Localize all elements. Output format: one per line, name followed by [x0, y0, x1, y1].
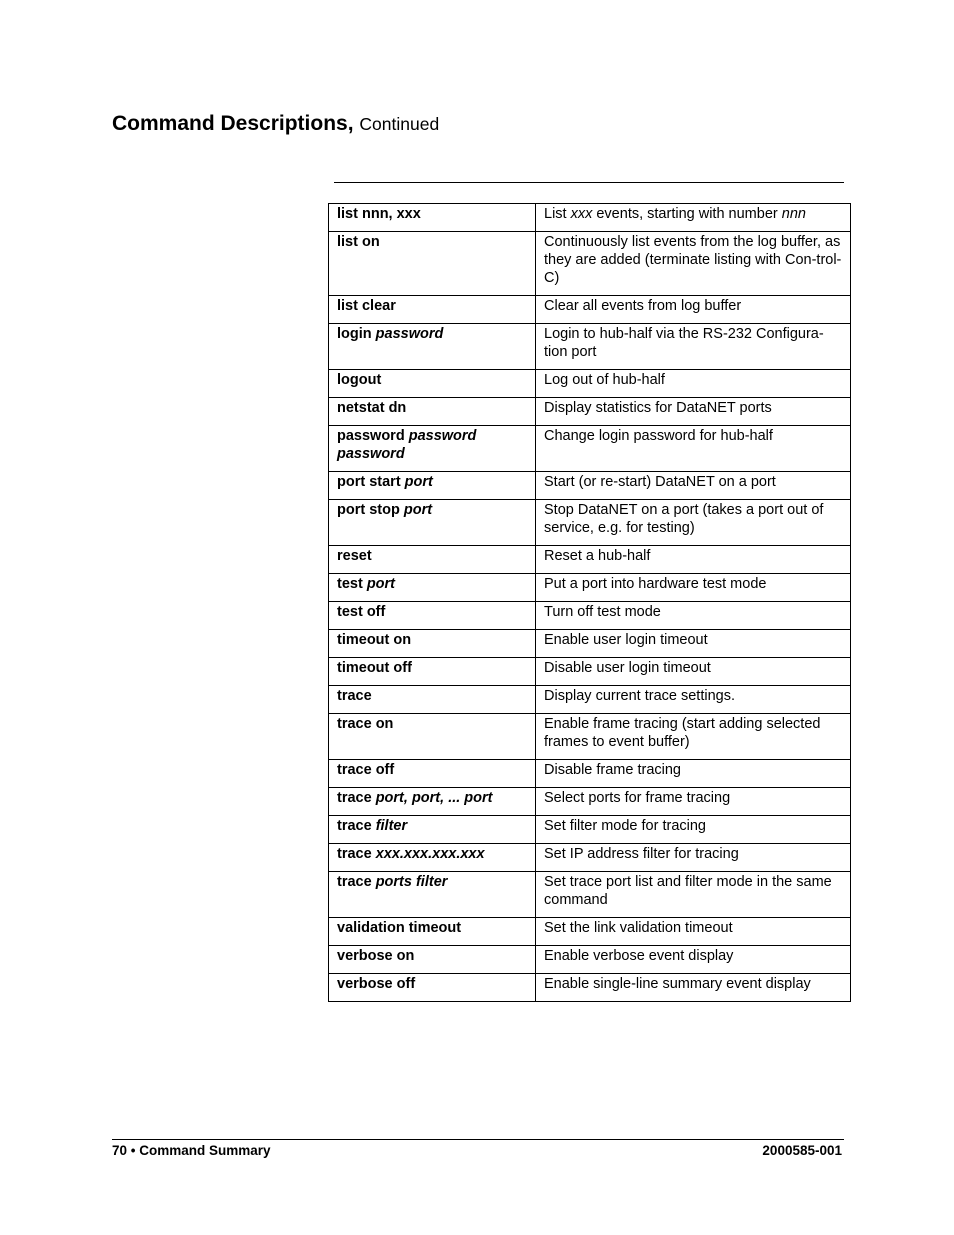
text-segment: Change login password for hub-half — [544, 428, 773, 444]
text-segment: Set trace port list and filter mode in the same command — [544, 874, 832, 908]
description-cell — [536, 686, 851, 714]
text-segment: login — [337, 326, 376, 342]
table-row — [329, 546, 851, 574]
table-row — [329, 370, 851, 398]
command-cell — [329, 872, 536, 918]
italic-text: filter — [375, 818, 408, 834]
text-segment: Display current trace settings. — [544, 688, 735, 704]
command-cell — [329, 324, 536, 370]
table-row — [329, 296, 851, 324]
description-cell — [536, 872, 851, 918]
description-cell — [536, 426, 851, 472]
table-row — [329, 686, 851, 714]
text-segment: trace — [337, 846, 376, 862]
italic-text: xxx.xxx.xxx.xxx — [375, 846, 485, 862]
text-segment: password — [337, 428, 409, 444]
table-row — [329, 788, 851, 816]
text-segment: Start (or re-start) DataNET on a port — [544, 474, 776, 490]
text-segment: trace on — [337, 716, 394, 732]
text-segment: trace off — [337, 762, 395, 778]
command-cell — [329, 204, 536, 232]
description-cell — [536, 324, 851, 370]
text-segment: timeout on — [337, 632, 412, 648]
italic-text: password — [375, 326, 444, 342]
command-cell — [329, 658, 536, 686]
command-cell — [329, 816, 536, 844]
text-segment: timeout off — [337, 660, 412, 676]
continued-label: Continued — [359, 114, 440, 134]
table-row — [329, 658, 851, 686]
text-segment: test — [337, 576, 367, 592]
command-cell — [329, 974, 536, 1002]
description-cell — [536, 232, 851, 296]
top-divider — [334, 182, 844, 183]
text-segment: Login to hub-half via the RS-232 Configura-tion port — [544, 326, 824, 360]
text-segment: Disable frame tracing — [544, 762, 681, 778]
italic-text: port — [366, 576, 396, 592]
text-segment: reset — [337, 548, 372, 564]
table-row — [329, 760, 851, 788]
command-cell — [329, 232, 536, 296]
command-cell — [329, 760, 536, 788]
table-row — [329, 816, 851, 844]
description-cell — [536, 788, 851, 816]
italic-text: password password — [337, 428, 477, 462]
text-segment: Select ports for frame tracing — [544, 790, 731, 806]
text-segment: verbose on — [337, 948, 415, 964]
command-cell — [329, 398, 536, 426]
text-segment: Stop DataNET on a port (takes a port out of service, e.g. for testing) — [544, 502, 824, 536]
text-segment: Put a port into hardware test mode — [544, 576, 767, 592]
command-cell — [329, 472, 536, 500]
description-cell — [536, 714, 851, 760]
command-cell — [329, 844, 536, 872]
command-table — [328, 203, 851, 1002]
description-cell — [536, 500, 851, 546]
description-cell — [536, 630, 851, 658]
table-row — [329, 426, 851, 472]
table-row — [329, 324, 851, 370]
text-segment: Enable verbose event display — [544, 948, 734, 964]
footer-page-label: 70 • Command Summary — [112, 1143, 271, 1158]
command-cell — [329, 370, 536, 398]
table-row — [329, 714, 851, 760]
command-cell — [329, 686, 536, 714]
command-cell — [329, 946, 536, 974]
description-cell — [536, 844, 851, 872]
text-segment: List — [544, 206, 571, 222]
command-cell — [329, 574, 536, 602]
text-segment: list nnn, xxx — [337, 206, 421, 222]
table-row — [329, 630, 851, 658]
text-segment: Display statistics for DataNET ports — [544, 400, 772, 416]
description-cell — [536, 918, 851, 946]
description-cell — [536, 574, 851, 602]
description-cell — [536, 816, 851, 844]
text-segment: Continuously list events from the log buffer, as they are added (terminate listing with Con-trol-C) — [544, 234, 842, 286]
text-segment: trace — [337, 688, 372, 704]
italic-text: port — [403, 502, 433, 518]
description-cell — [536, 370, 851, 398]
command-cell — [329, 546, 536, 574]
text-segment: Reset a hub-half — [544, 548, 651, 564]
text-segment: Disable user login timeout — [544, 660, 711, 676]
table-row — [329, 872, 851, 918]
table-row — [329, 946, 851, 974]
text-segment: port start — [337, 474, 405, 490]
text-segment: netstat dn — [337, 400, 407, 416]
italic-text: ports filter — [375, 874, 448, 890]
table-row — [329, 500, 851, 546]
footer-doc-number: 2000585-001 — [762, 1143, 842, 1158]
section-title: Command Descriptions, — [112, 112, 354, 135]
description-cell — [536, 760, 851, 788]
text-segment: verbose off — [337, 976, 416, 992]
table-row — [329, 602, 851, 630]
text-segment: Enable single-line summary event display — [544, 976, 811, 992]
command-cell — [329, 788, 536, 816]
text-segment: Turn off test mode — [544, 604, 661, 620]
text-segment: events, starting with number — [592, 206, 782, 222]
command-cell — [329, 714, 536, 760]
italic-text: nnn — [781, 206, 806, 222]
command-table-body — [329, 204, 851, 1002]
description-cell — [536, 472, 851, 500]
text-segment: list clear — [337, 298, 396, 314]
text-segment: trace — [337, 818, 376, 834]
text-segment: Enable user login timeout — [544, 632, 708, 648]
description-cell — [536, 296, 851, 324]
table-row — [329, 472, 851, 500]
text-segment: Set filter mode for tracing — [544, 818, 706, 834]
table-row — [329, 974, 851, 1002]
page-title — [112, 112, 439, 136]
table-row — [329, 398, 851, 426]
description-cell — [536, 546, 851, 574]
command-cell — [329, 296, 536, 324]
description-cell — [536, 602, 851, 630]
table-row — [329, 232, 851, 296]
text-segment: trace — [337, 790, 376, 806]
italic-text: port, port, ... port — [375, 790, 493, 806]
text-segment: Set the link validation timeout — [544, 920, 733, 936]
text-segment: Log out of hub-half — [544, 372, 665, 388]
command-cell — [329, 630, 536, 658]
description-cell — [536, 974, 851, 1002]
command-cell — [329, 426, 536, 472]
table-row — [329, 918, 851, 946]
command-cell — [329, 500, 536, 546]
italic-text: port — [404, 474, 433, 490]
footer-divider — [112, 1139, 844, 1140]
description-cell — [536, 658, 851, 686]
command-cell — [329, 918, 536, 946]
text-segment: port stop — [337, 502, 404, 518]
text-segment: Clear all events from log buffer — [544, 298, 742, 314]
text-segment: trace — [337, 874, 376, 890]
text-segment: Set IP address filter for tracing — [544, 846, 739, 862]
text-segment: logout — [337, 372, 382, 388]
text-segment: test off — [337, 604, 386, 620]
table-row — [329, 844, 851, 872]
table-row — [329, 574, 851, 602]
text-segment: list on — [337, 234, 380, 250]
table-row — [329, 204, 851, 232]
description-cell — [536, 204, 851, 232]
text-segment: validation timeout — [337, 920, 462, 936]
italic-text: xxx — [570, 206, 593, 222]
description-cell — [536, 398, 851, 426]
text-segment: Enable frame tracing (start adding selected frames to event buffer) — [544, 716, 821, 750]
description-cell — [536, 946, 851, 974]
command-cell — [329, 602, 536, 630]
